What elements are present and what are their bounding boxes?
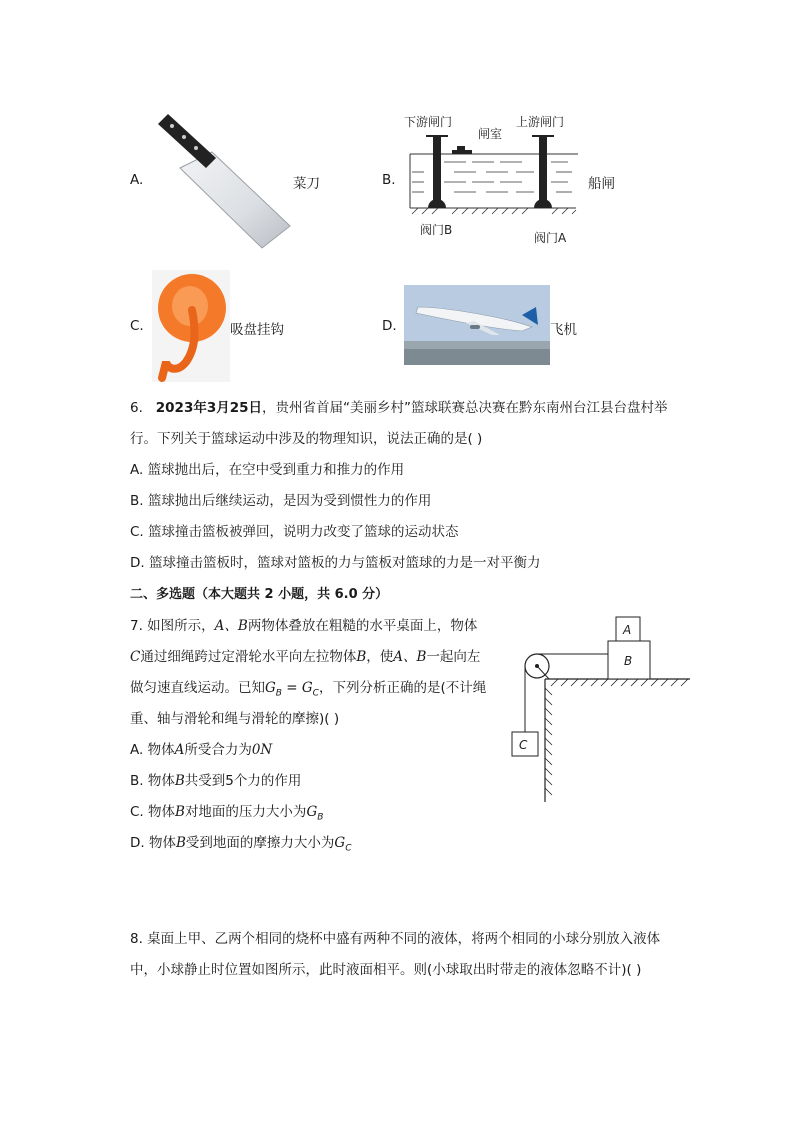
q6-option-b: B. 篮球抛出后继续运动，是因为受到惯性力的作用 <box>130 493 432 509</box>
q6-option-a: A. 篮球抛出后，在空中受到重力和推力的作用 <box>130 462 405 478</box>
q7-line1: 7. 如图所示，A、B两物体叠放在粗糙的水平桌面上，物体 <box>130 618 478 634</box>
option-c-letter: C. <box>130 318 144 334</box>
airplane-image <box>404 285 550 365</box>
cleaver-image <box>150 100 298 250</box>
q7-option-d: D. 物体B受到地面的摩擦力大小为$G_C$ <box>130 835 352 854</box>
q7-option-a: A. 物体A所受合力为0N <box>130 742 273 758</box>
option-d-label: 飞机 <box>550 322 577 338</box>
option-a-letter: A. <box>130 172 144 188</box>
q6-line1: 6. 2023年3月25日，贵州省首届“美丽乡村”篮球联赛总决赛在黔东南州台江县台盘村举 <box>130 400 668 416</box>
downstream-gate-label: 下游闸门 <box>404 115 453 129</box>
option-b-label: 船闸 <box>588 176 615 192</box>
option-b-letter: B. <box>382 172 396 188</box>
chamber-label: 闸室 <box>478 127 503 141</box>
box-a-label: A <box>623 623 632 637</box>
option-d-letter: D. <box>382 318 397 334</box>
box-b-label: B <box>624 654 633 668</box>
q7-line4: 重、轴与滑轮和绳与滑轮的摩擦)( ) <box>130 711 340 727</box>
q7-line3: 做匀速直线运动。已知$G_B = G_C$，下列分析正确的是(不计绳 <box>130 680 487 699</box>
q6-option-c: C. 篮球撞击篮板被弹回，说明力改变了篮球的运动状态 <box>130 524 459 540</box>
suction-hook-image <box>152 270 230 382</box>
valve-b-label: 阀门B <box>420 223 453 237</box>
q8-line1: 8. 桌面上甲、乙两个相同的烧杯中盛有两种不同的液体，将两个相同的小球分别放入液体 <box>130 931 661 947</box>
q7-pulley-diagram <box>505 612 695 807</box>
q8-line2: 中，小球静止时位置如图所示，此时液面相平。则(小球取出时带走的液体忽略不计)( ) <box>130 962 642 978</box>
option-a-label: 菜刀 <box>293 176 320 192</box>
upstream-gate-label: 上游闸门 <box>516 115 565 129</box>
option-c-label: 吸盘挂钩 <box>230 322 284 338</box>
box-c-label: C <box>519 738 528 752</box>
section2-heading: 二、多选题（本大题共 2 小题，共 6.0 分） <box>130 587 389 602</box>
q7-option-c: C. 物体B对地面的压力大小为$G_B$ <box>130 804 324 823</box>
q6-option-d: D. 篮球撞击篮板时，篮球对篮板的力与篮板对篮球的力是一对平衡力 <box>130 555 541 571</box>
q6-line2: 行。下列关于篮球运动中涉及的物理知识，说法正确的是( ) <box>130 431 483 447</box>
valve-a-label: 阀门A <box>534 231 567 245</box>
q7-option-b: B. 物体B共受到5个力的作用 <box>130 773 302 789</box>
ship-lock-diagram <box>396 110 586 250</box>
q7-line2: C通过细绳跨过定滑轮水平向左拉物体B，使A、B一起向左 <box>130 649 481 665</box>
